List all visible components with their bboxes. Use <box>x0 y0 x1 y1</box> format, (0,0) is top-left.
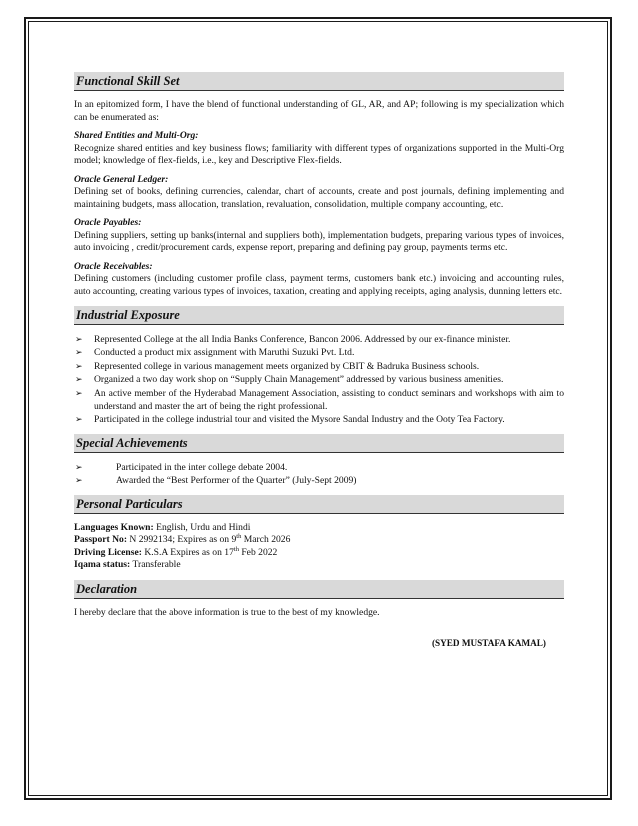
license-label: Driving License: <box>74 546 142 558</box>
resume-content <box>74 72 564 658</box>
license-tail: Feb 2022 <box>238 546 278 558</box>
passport-label: Passport No: <box>74 534 128 546</box>
license-row <box>74 547 564 560</box>
list-item-text: Awarded the “Best Performer of the Quarter” (July-Sept 2009) <box>116 475 357 487</box>
functional-item-heading: Oracle Receivables: <box>74 260 153 272</box>
declaration-text: I hereby declare that the above information is true to the best of my knowledge. <box>74 607 380 619</box>
license-sup: th <box>233 545 239 553</box>
list-item <box>74 333 564 346</box>
license-value: K.S.A Expires as on 17 <box>141 546 234 558</box>
section-heading-personal: Personal Particulars <box>74 495 564 514</box>
arrow-bullet-icon: ➢ <box>75 387 83 398</box>
functional-item <box>74 174 564 212</box>
arrow-bullet-icon: ➢ <box>75 374 83 385</box>
arrow-bullet-icon: ➢ <box>75 475 83 486</box>
list-item-text: Participated in the inter college debate 2004. <box>116 461 288 473</box>
section-heading-achievements: Special Achievements <box>74 434 564 453</box>
arrow-bullet-icon: ➢ <box>75 347 83 358</box>
languages-label: Languages Known: <box>74 521 154 533</box>
list-item <box>74 373 564 386</box>
passport-tail: March 2026 <box>241 534 291 546</box>
functional-intro: In an epitomized form, I have the blend of functional understanding of GL, AR, and AP; following is my specialization which can be enumerated as: <box>74 99 564 123</box>
functional-item-body: Recognize shared entities and key business flows; familiarity with different types of organizations supported in the Multi-Org model; knowledge of flex-fields, i.e., key and Descriptive Flex-fields. <box>74 142 564 166</box>
list-item <box>74 474 564 487</box>
list-item-text: Represented college in various management meets organized by CBIT & Badruka Business schools. <box>94 360 480 372</box>
list-item <box>74 387 564 414</box>
section-heading-functional: Functional Skill Set <box>74 72 564 91</box>
section-heading-industrial: Industrial Exposure <box>74 306 564 325</box>
iqama-value: Transferable <box>130 559 181 571</box>
section-heading-declaration: Declaration <box>74 580 564 599</box>
list-item-text: Conducted a product mix assignment with Maruthi Suzuki Pvt. Ltd. <box>94 347 355 359</box>
list-item-text: Represented College at the all India Banks Conference, Bancon 2006. Addressed by our ex-finance minister. <box>94 334 511 345</box>
languages-value: English, Urdu and Hindi <box>153 521 251 533</box>
list-item <box>74 461 564 474</box>
functional-item <box>74 217 564 255</box>
functional-item-body: Defining set of books, defining currencies, calendar, chart of accounts, create and post journals, defining implementing and maintaining budgets, mass allocation, translation, revaluation, consolidation, multiple company accounting, etc. <box>74 186 564 210</box>
arrow-bullet-icon: ➢ <box>75 360 83 371</box>
signature-block <box>74 638 564 658</box>
list-item <box>74 360 564 373</box>
arrow-bullet-icon: ➢ <box>75 334 83 344</box>
passport-value: N 2992134; Expires as on 9 <box>127 534 237 546</box>
functional-item <box>74 261 564 299</box>
personal-details <box>74 522 564 572</box>
iqama-row <box>74 559 564 572</box>
list-item-text: Organized a two day work shop on “Supply Chain Management” addressed by various business amenities. <box>94 374 504 386</box>
languages-row <box>74 522 564 535</box>
passport-sup: th <box>236 533 242 541</box>
functional-item-heading: Shared Entities and Multi-Org: <box>74 130 199 141</box>
functional-item-heading: Oracle Payables: <box>74 217 142 228</box>
achievements-list <box>74 461 564 488</box>
iqama-label: Iqama status: <box>74 559 131 571</box>
list-item <box>74 413 564 426</box>
industrial-list <box>74 333 564 427</box>
list-item-text: An active member of the Hyderabad Management Association, assisting to conduct seminars and workshops with aim to understand and master the art of being the right professional. <box>94 387 564 413</box>
signature-name: (SYED MUSTAFA KAMAL) <box>432 637 546 648</box>
functional-item-heading: Oracle General Ledger: <box>74 173 169 185</box>
functional-item-body: Defining customers (including customer profile class, payment terms, customers bank etc.) invoicing and accounting rules, auto accounting, creating various types of invoices, taxation, creating and applying receipts, aging analysis, dunning letters etc. <box>74 273 564 297</box>
passport-row <box>74 534 564 547</box>
list-item <box>74 346 564 359</box>
arrow-bullet-icon: ➢ <box>75 414 83 425</box>
list-item-text: Participated in the college industrial tour and visited the Mysore Sandal Industry and the Ooty Tea Factory. <box>94 414 505 426</box>
functional-item <box>74 130 564 168</box>
arrow-bullet-icon: ➢ <box>75 461 83 472</box>
functional-item-body: Defining suppliers, setting up banks(internal and suppliers both), implementation budgets, preparing various types of invoices, auto invoicing , credit/procurement cards, expense report, preparing and defining pay group, payments terms etc. <box>74 229 564 253</box>
